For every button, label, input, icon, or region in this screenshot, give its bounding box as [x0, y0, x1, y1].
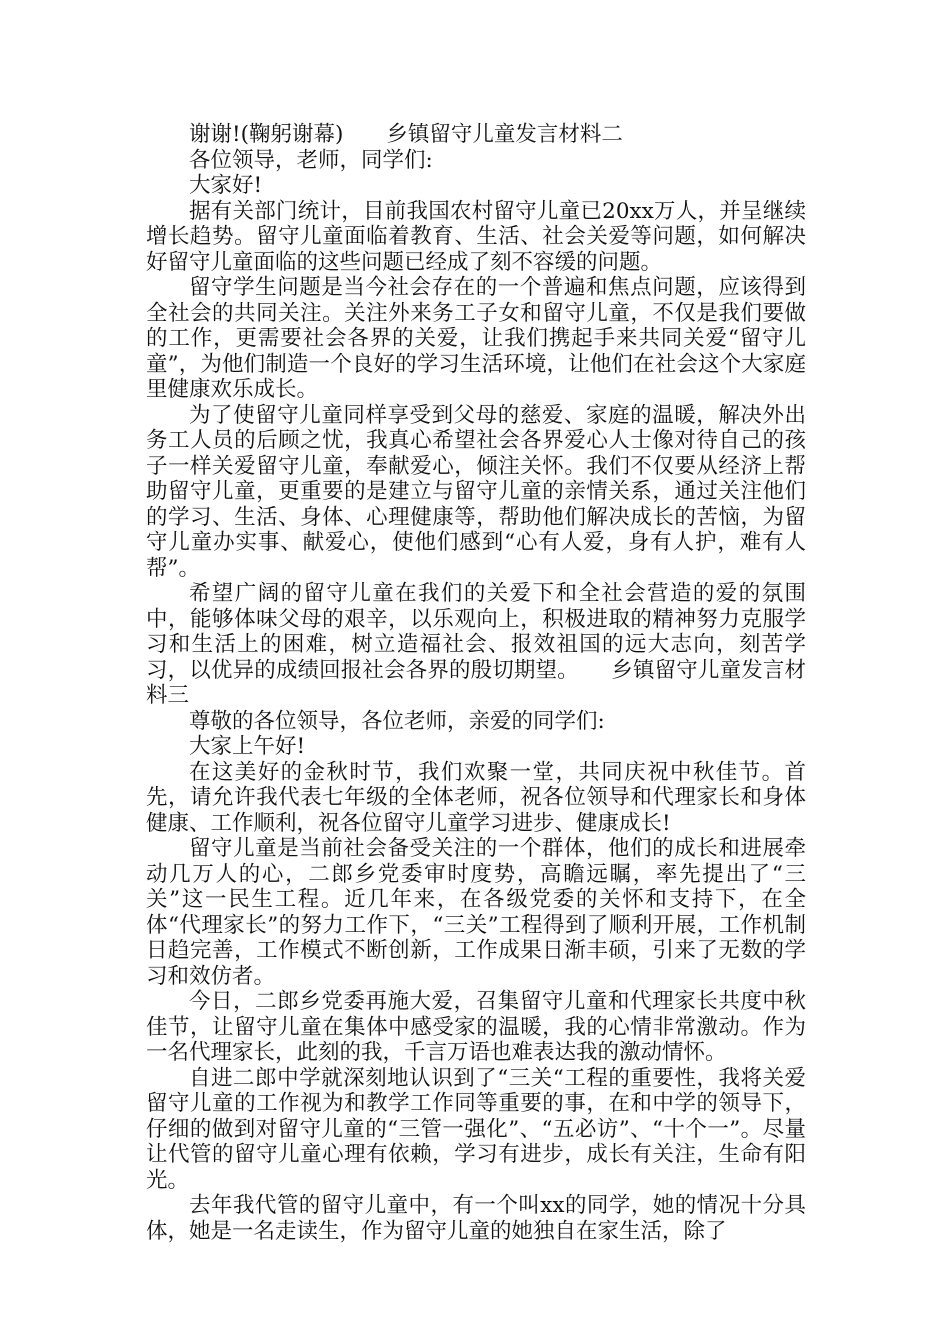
paragraph-today: 今日，二郎乡党委再施大爱，召集留守儿童和代理家长共度中秋佳节，让留守儿童在集体中感受家的温暖，我的心情非常激动。作为一名代理家长，此刻的我，千言万语也难表达我的激动情怀。 — [146, 989, 806, 1065]
paragraph-greeting-2: 大家上午好! — [189, 734, 306, 759]
paragraph-three-care-project: 留守儿童是当前社会备受关注的一个群体，他们的成长和进展牵动几万人的心，二郎乡党委审时度势，高瞻远瞩，率先提出了“三关”这一民生工程。近几年来，在各级党委的关怀和支持下，在全体“代理家长”的努力工作下，“三关”工程得到了顺利开展，工作机制日趋完善，工作模式不断创新，工作成果日渐丰硕，引来了无数的学习和效仿者。 — [146, 836, 806, 989]
paragraph-social-attention: 留守学生问题是当今社会存在的一个普遍和焦点问题，应该得到全社会的共同关注。关注外来务工子女和留守儿童，不仅是我们要做的工作，更需要社会各界的关爱，让我们携起手来共同关爱“留守儿童”，为他们制造一个良好的学习生活环境，让他们在社会这个大家庭里健康欢乐成长。 — [146, 275, 806, 402]
paragraph-last-year: 去年我代管的留守儿童中，有一个叫xx的同学，她的情况十分具体，她是一名走读生，作为留守儿童的她独自在家生活，除了 — [146, 1193, 806, 1244]
paragraph-salutation: 各位领导，老师，同学们: — [189, 147, 433, 173]
paragraph-statistics: 据有关部门统计，目前我国农村留守儿童已20xx万人，并呈继续增长趋势。留守儿童面临着教育、生活、社会关爱等问题，如何解决好留守儿童面临的这些问题已经成了刻不容缓的问题。 — [146, 198, 806, 275]
paragraph-school-work: 自进二郎中学就深刻地认识到了“三关“工程的重要性，我将关爱留守儿童的工作视为和教学工作同等重要的事，在和中学的领导下，仔细的做到对留守儿童的“三管一强化”、“五必访”、“十个一”。尽量让代管的留守儿童心理有依赖，学习有进步，成长有关注，生命有阳光。 — [146, 1065, 806, 1193]
paragraph-hope-and-heading-3: 希望广阔的留守儿童在我们的关爱下和全社会营造的爱的氛围中，能够体味父母的艰辛，以乐观向上，积极进取的精神努力克服学习和生活上的困难，树立造福社会、报效祖国的远大志向，刻苦学习，以优异的成绩回报社会各界的殷切期望。 乡镇留守儿童发言材料三 — [146, 581, 806, 708]
paragraph-mid-autumn: 在这美好的金秋时节，我们欢聚一堂，共同庆祝中秋佳节。首先，请允许我代表七年级的全体老师，祝各位领导和代理家长和身体健康、工作顺利，祝各位留守儿童学习进步、健康成长! — [146, 759, 806, 836]
paragraph-closing-and-heading-2: 谢谢!(鞠躬谢幕) 乡镇留守儿童发言材料二 — [189, 122, 623, 147]
document-page — [146, 122, 806, 1244]
paragraph-family-warmth: 为了使留守儿童同样享受到父母的慈爱、家庭的温暖，解决外出务工人员的后顾之忧，我真心希望社会各界爱心人士像对待自己的孩子一样关爱留守儿童，奉献爱心，倾注关怀。我们不仅要从经济上帮助留守儿童，更重要的是建立与留守儿童的亲情关系，通过关注他们的学习、生活、身体、心理健康等，帮助他们解决成长的苦恼，为留守儿童办实事、献爱心，使他们感到“心有人爱，身有人护，难有人帮”。 — [146, 402, 806, 581]
paragraph-salutation-2: 尊敬的各位领导，各位老师，亲爱的同学们: — [189, 708, 605, 734]
paragraph-greeting: 大家好! — [189, 173, 263, 198]
